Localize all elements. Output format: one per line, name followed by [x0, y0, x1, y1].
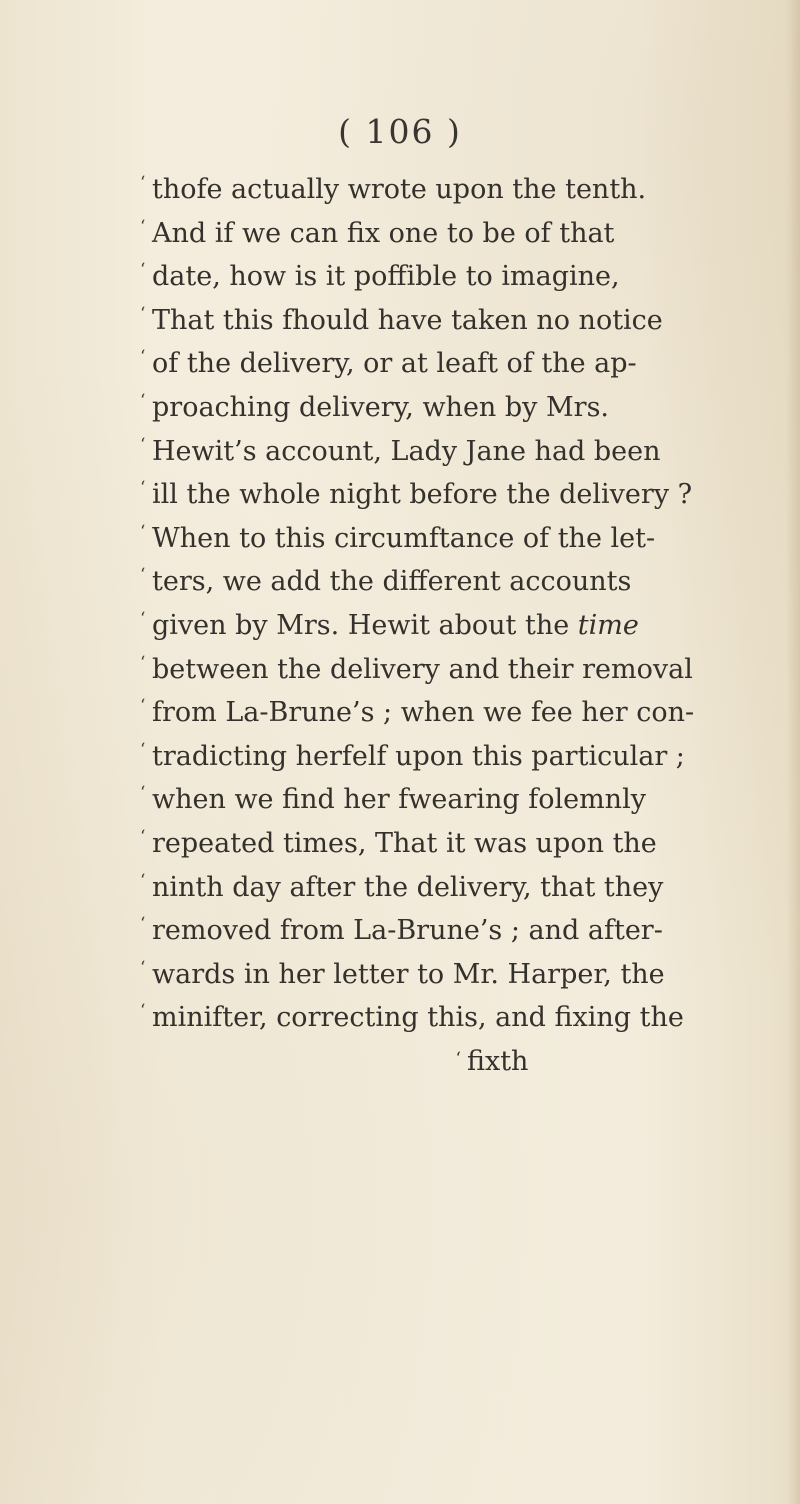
- text-line: ‘ When to this circumftance of the let-: [152, 517, 792, 561]
- text-line: ‘ ill the whole night before the delivery ?: [152, 473, 792, 517]
- text-line: ‘ Hewit’s account, Lady Jane had been: [152, 430, 792, 474]
- text-line: ‘ between the delivery and their removal: [152, 648, 792, 692]
- text-line: ‘ thofe actually wrote upon the tenth.: [152, 168, 792, 212]
- quote-mark: ‘: [140, 173, 146, 193]
- quote-mark: ‘: [140, 608, 146, 629]
- text-line: ‘ That this fhould have taken no notice: [152, 299, 792, 343]
- text-line: ‘ proaching delivery, when by Mrs.: [152, 386, 792, 430]
- quote-mark: ‘: [140, 347, 146, 368]
- text-line: ‘ ters, we add the different accounts: [152, 560, 792, 604]
- text-line: ‘ given by Mrs. Hewit about the time: [152, 604, 792, 648]
- body-text: [140, 168, 792, 1083]
- quote-mark: ‘: [140, 478, 146, 499]
- quote-mark: ‘: [140, 1001, 146, 1022]
- quote-mark: ‘: [140, 303, 146, 324]
- text-line: ‘ removed from La-Brune’s ; and after-: [152, 909, 792, 953]
- text-line: ‘ And if we can fix one to be of that: [152, 212, 792, 256]
- quote-mark: ‘: [140, 521, 146, 542]
- text-line: ‘ of the delivery, or at leaft of the ap-: [152, 342, 792, 386]
- quote-mark: ‘: [140, 652, 146, 673]
- text-line: ‘ from La-Brune’s ; when we fee her con-: [152, 691, 792, 735]
- quote-mark: ‘: [140, 957, 146, 978]
- quote-mark: ‘: [140, 216, 146, 237]
- quote-mark: ‘: [140, 870, 146, 891]
- quote-mark: ‘: [140, 696, 146, 717]
- catchword-line: [152, 1040, 800, 1084]
- quote-mark: ‘: [140, 390, 146, 411]
- text-line: ‘ date, how is it poffible to imagine,: [152, 255, 792, 299]
- quote-mark: ‘: [140, 783, 146, 804]
- quote-mark: ‘: [140, 914, 146, 935]
- text-line: ‘ tradicting herfelf upon this particular ;: [152, 735, 792, 779]
- quote-mark: ‘: [140, 739, 146, 760]
- quote-mark: ‘: [140, 434, 146, 455]
- quote-mark: ‘: [140, 260, 146, 281]
- text-line: ‘ when we find her fwearing folemnly: [152, 778, 792, 822]
- page-number: ( 106 ): [338, 112, 462, 151]
- italic-word: time: [577, 609, 639, 641]
- text-line: ‘ minifter, correcting this, and fixing the: [152, 996, 792, 1040]
- catchword: fixth: [466, 1045, 529, 1077]
- text-line: ‘ ninth day after the delivery, that they: [152, 866, 792, 910]
- quote-mark: ‘: [140, 565, 146, 586]
- quote-mark: ‘: [140, 826, 146, 847]
- text-line: ‘ repeated times, That it was upon the: [152, 822, 792, 866]
- text-line: ‘ wards in her letter to Mr. Harper, the: [152, 953, 792, 997]
- quote-mark: ‘: [455, 1048, 461, 1069]
